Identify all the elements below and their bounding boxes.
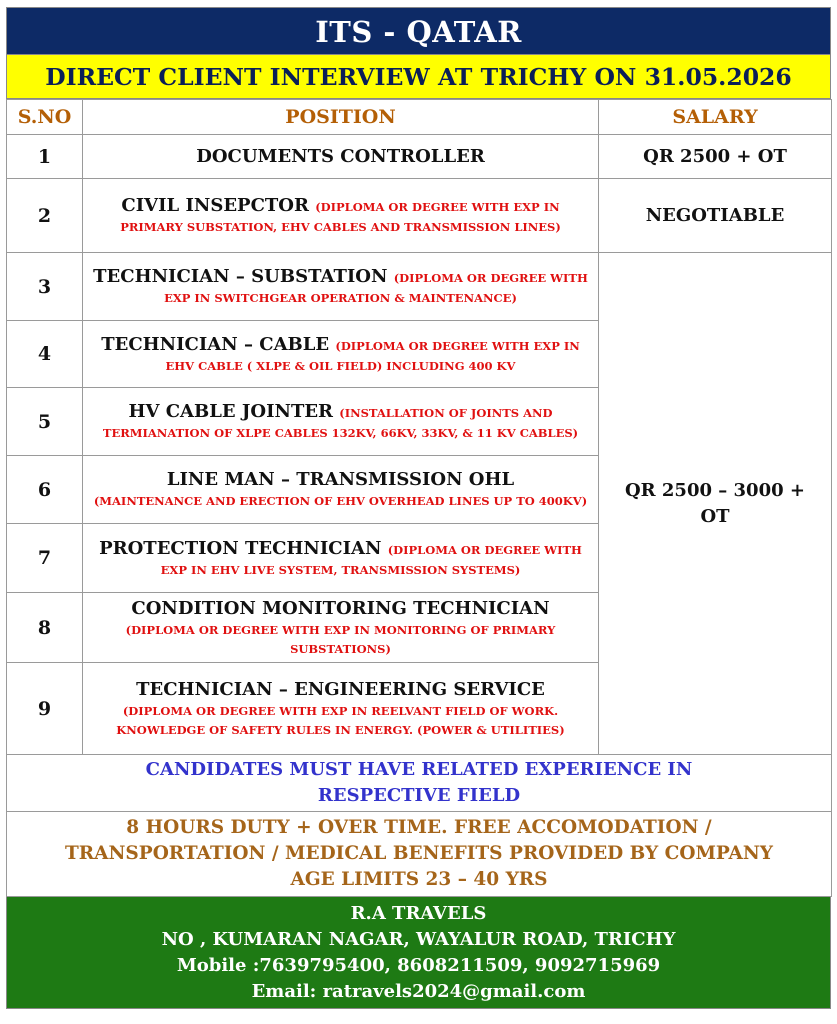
- column-header-position: POSITION: [83, 100, 599, 135]
- experience-note-text: CANDIDATES MUST HAVE RELATED EXPERIENCE IN RESPECTIVE FIELD: [145, 759, 693, 806]
- row-number: 9: [7, 663, 83, 755]
- position-requirements: (DIPLOMA OR DEGREE WITH EXP IN REELVANT FIELD OF WORK. KNOWLEDGE OF SAFETY RULES IN ENERGY. (POWER & UTILITIES): [116, 703, 565, 737]
- row-number: 8: [7, 593, 83, 663]
- column-header-sno: S.NO: [7, 100, 83, 135]
- position-requirements: (DIPLOMA OR DEGREE WITH EXP IN EHV LIVE SYSTEM, TRANSMISSION SYSTEMS): [160, 542, 582, 577]
- position-cell: [83, 456, 599, 524]
- agency-mobile: Mobile :7639795400, 8608211509, 9092715969: [176, 955, 661, 976]
- position-requirements: (DIPLOMA OR DEGREE WITH EXP IN PRIMARY SUBSTATION, EHV CABLES AND TRANSMISSION LINES): [120, 200, 561, 234]
- table-row: [7, 253, 832, 321]
- position-title: CIVIL INSEPCTOR: [121, 195, 316, 216]
- column-header-salary: SALARY: [599, 100, 832, 135]
- position-cell: [83, 321, 599, 388]
- row-number: 6: [7, 456, 83, 524]
- table-row: [7, 135, 832, 179]
- position-title: TECHNICIAN – ENGINEERING SERVICE: [136, 678, 545, 700]
- position-cell: [83, 388, 599, 456]
- agency-email: Email: ratravels2024@gmail.com: [251, 981, 586, 1002]
- position-cell: [83, 524, 599, 593]
- position-cell: [83, 593, 599, 663]
- position-requirements: (DIPLOMA OR DEGREE WITH EXP IN EHV CABLE ( XLPE & OIL FIELD) INCLUDING 400 KV: [165, 338, 580, 373]
- position-title: LINE MAN – TRANSMISSION OHL: [166, 469, 515, 490]
- agency-name: R.A TRAVELS: [350, 903, 487, 924]
- row-number: 7: [7, 524, 83, 593]
- row-number: 1: [7, 135, 83, 179]
- position-title: CONDITION MONITORING TECHNICIAN: [131, 597, 550, 619]
- row-number: 2: [7, 179, 83, 253]
- benefits-row: [7, 812, 832, 897]
- row-number: 3: [7, 253, 83, 321]
- salary-cell: QR 2500 + OT: [599, 135, 832, 179]
- job-flyer: [6, 7, 831, 1009]
- salary-cell: QR 2500 – 3000 + OT: [599, 253, 832, 755]
- row-number: 5: [7, 388, 83, 456]
- interview-announcement: DIRECT CLIENT INTERVIEW AT TRICHY ON 31.05.2026: [6, 55, 831, 99]
- benefits-line-2: TRANSPORTATION / MEDICAL BENEFITS PROVIDED BY COMPANY: [65, 843, 773, 864]
- position-requirements: (MAINTENANCE AND ERECTION OF EHV OVERHEAD LINES UP TO 400KV): [93, 494, 588, 508]
- age-limit: AGE LIMITS 23 – 40 YRS: [290, 869, 548, 890]
- company-title: ITS - QATAR: [6, 7, 831, 55]
- agency-address: NO , KUMARAN NAGAR, WAYALUR ROAD, TRICHY: [161, 929, 676, 950]
- position-title: TECHNICIAN – SUBSTATION: [93, 266, 394, 287]
- salary-cell: NEGOTIABLE: [599, 179, 832, 253]
- position-title: DOCUMENTS CONTROLLER: [196, 145, 485, 167]
- position-requirements: (DIPLOMA OR DEGREE WITH EXP IN SWITCHGEAR OPERATION & MAINTENANCE): [164, 271, 588, 305]
- experience-note: [7, 755, 832, 812]
- position-cell: [83, 135, 599, 179]
- position-requirements: (INSTALLATION OF JOINTS AND TERMIANATION OF XLPE CABLES 132KV, 66KV, 33KV, & 11 KV CABLES): [102, 406, 579, 440]
- row-number: 4: [7, 321, 83, 388]
- position-requirements: (DIPLOMA OR DEGREE WITH EXP IN MONITORING OF PRIMARY SUBSTATIONS): [125, 622, 556, 656]
- table-header-row: [7, 100, 832, 135]
- position-title: PROTECTION TECHNICIAN: [99, 537, 388, 559]
- position-title: TECHNICIAN – CABLE: [101, 333, 336, 355]
- benefits-cell: [7, 812, 832, 897]
- positions-table: [6, 99, 832, 897]
- experience-note-row: [7, 755, 832, 812]
- table-row: [7, 179, 832, 253]
- position-cell: [83, 663, 599, 755]
- position-cell: [83, 253, 599, 321]
- position-cell: [83, 179, 599, 253]
- position-title: HV CABLE JOINTER: [128, 401, 340, 422]
- benefits-line-1: 8 HOURS DUTY + OVER TIME. FREE ACCOMODATION /: [126, 817, 712, 838]
- agency-contact-footer: [6, 897, 831, 1009]
